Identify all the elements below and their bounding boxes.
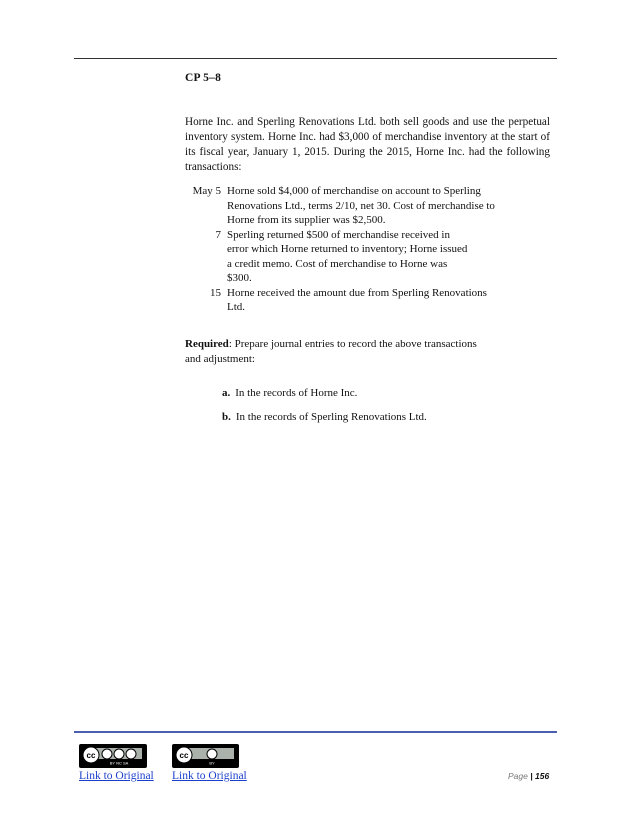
page-number	[508, 771, 549, 781]
transaction-line: Renovations Ltd., terms 2/10, net 30. Cost of merchandise to	[227, 199, 495, 212]
badge2-text: BY	[209, 760, 215, 766]
page-number-value: 156	[535, 771, 550, 781]
intro-paragraph: Horne Inc. and Sperling Renovations Ltd. both sell goods and use the perpetual inventory system. Horne Inc. had $3,000 of merchandise inventory at the start of its fiscal year, January 1, 2015. During the 2015, Horne Inc. had the following transactions:	[185, 116, 550, 173]
cc-by-nc-sa-badge	[79, 744, 147, 768]
transaction-line: Horne from its supplier was $2,500.	[227, 214, 386, 226]
transaction-description	[227, 228, 555, 286]
footer-rule	[74, 731, 557, 733]
transactions-list	[185, 184, 555, 315]
transaction-line: Horne sold $4,000 of merchandise on account to Sperling	[227, 185, 481, 197]
problem-heading: CP 5–8	[185, 72, 222, 84]
requirement-items	[222, 386, 427, 434]
requirement-item	[222, 410, 427, 424]
item-text: In the records of Horne Inc.	[235, 387, 358, 399]
transaction-date: May 5	[192, 185, 221, 197]
badge1-text: BY NC SA	[109, 760, 129, 766]
link-to-original-2[interactable]: Link to Original	[172, 770, 247, 782]
transaction-row	[185, 184, 555, 228]
transaction-line: $300.	[227, 272, 252, 284]
svg-text:cc: cc	[86, 751, 96, 760]
requirement-item	[222, 386, 427, 400]
transaction-line: Ltd.	[227, 301, 246, 313]
transaction-description	[227, 286, 555, 315]
item-text: In the records of Sperling Renovations Ltd.	[235, 411, 427, 423]
cc-license-icon	[82, 746, 144, 766]
required-paragraph	[185, 337, 495, 366]
item-letter: a.	[222, 387, 231, 399]
transaction-line: a credit memo. Cost of merchandise to Horne was	[227, 257, 448, 270]
page-separator: |	[530, 771, 533, 781]
item-letter: b.	[222, 411, 231, 423]
cc-license-icon	[175, 746, 236, 766]
transaction-row	[185, 286, 555, 315]
transaction-description	[227, 184, 555, 228]
page-label: Page	[508, 771, 528, 781]
cc-by-badge	[172, 744, 239, 768]
transaction-line: Sperling returned $500 of merchandise received in	[227, 228, 450, 241]
required-text: : Prepare journal entries to record the above transactions and adjustment:	[185, 338, 477, 365]
transaction-line: error which Horne returned to inventory; Horne issued	[227, 243, 468, 255]
required-label: Required	[185, 338, 229, 350]
top-rule	[74, 58, 557, 59]
svg-text:cc: cc	[179, 751, 189, 760]
link-to-original-1[interactable]: Link to Original	[79, 770, 154, 782]
transaction-row	[185, 228, 555, 286]
transaction-line: Horne received the amount due from Sperling Renovations	[227, 286, 487, 299]
transaction-date: 15	[210, 286, 221, 299]
transaction-date: 7	[215, 228, 221, 241]
